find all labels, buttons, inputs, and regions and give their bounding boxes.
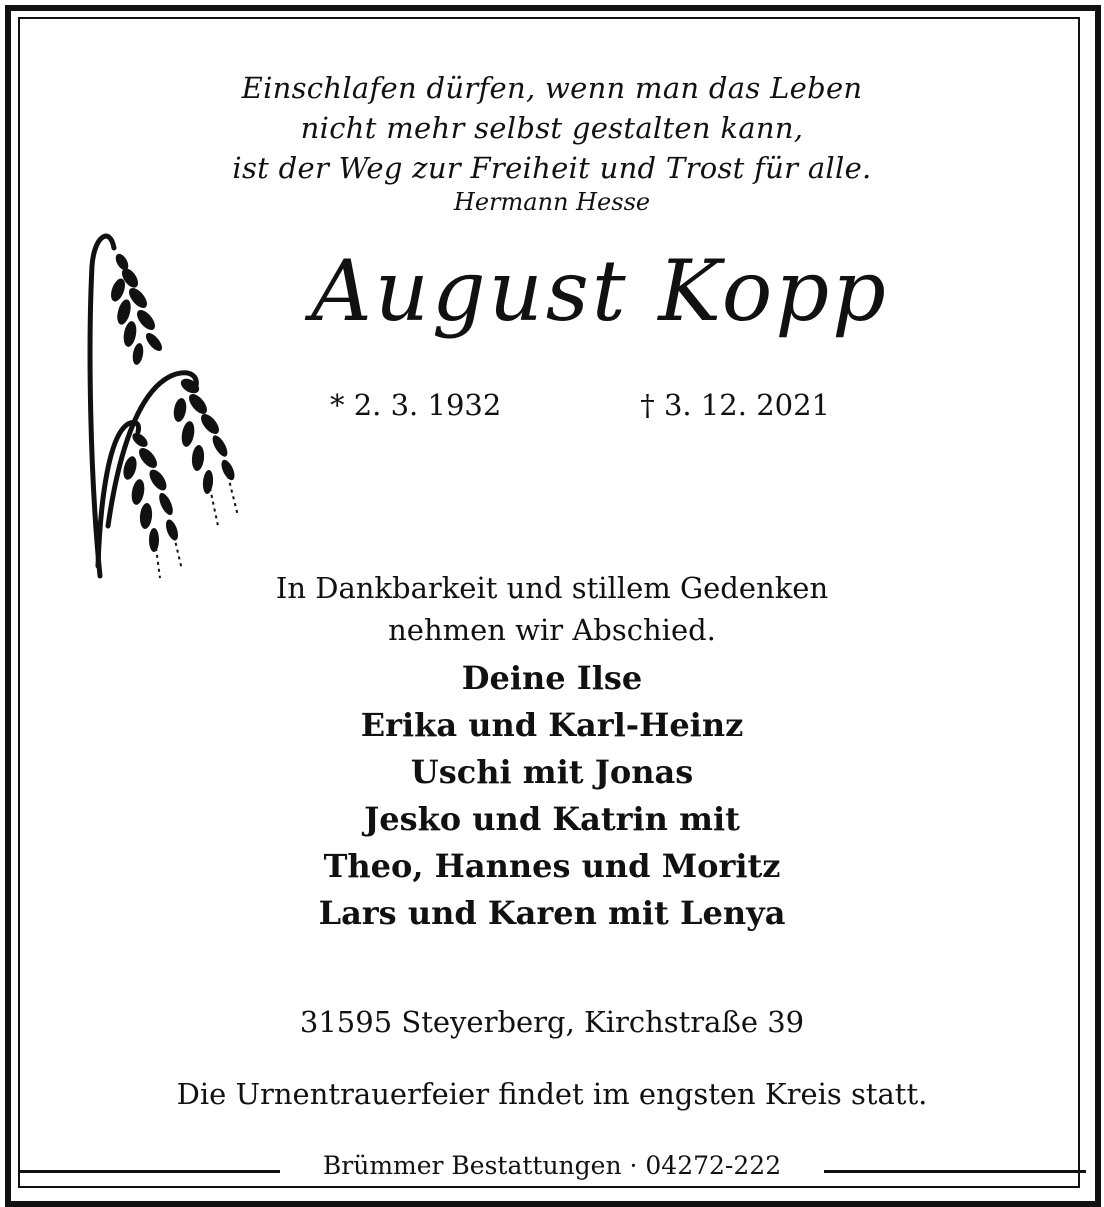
quote	[0, 68, 1104, 188]
thanks-line: nehmen wir Abschied.	[388, 613, 716, 647]
footer-rule-left	[20, 1170, 282, 1173]
life-dates	[330, 388, 830, 422]
quote-line: Einschlafen dürfen, wenn man das Leben	[241, 71, 863, 105]
family-member: Theo, Hannes und Moritz	[323, 847, 781, 885]
quote-author: Hermann Hesse	[453, 188, 651, 216]
birth-date: * 2. 3. 1932	[330, 388, 502, 422]
footer-rule-right	[822, 1170, 1086, 1173]
quote-line: nicht mehr selbst gestalten kann,	[300, 111, 804, 145]
family-list	[0, 655, 1104, 937]
family-member: Lars und Karen mit Lenya	[318, 894, 786, 932]
address: 31595 Steyerberg, Kirchstraße 39	[299, 1005, 805, 1039]
family-member: Deine Ilse	[461, 659, 643, 697]
family-member: Uschi mit Jonas	[410, 753, 694, 791]
quote-line: ist der Weg zur Freiheit und Trost für alle.	[232, 151, 872, 185]
funeral-home-footer: Brümmer Bestattungen · 04272-222	[280, 1151, 824, 1180]
deceased-name: August Kopp	[311, 242, 889, 340]
family-member: Erika und Karl-Heinz	[360, 706, 744, 744]
thanks-text	[0, 567, 1104, 651]
thanks-line: In Dankbarkeit und stillem Gedenken	[275, 571, 829, 605]
ceremony-note: Die Urnentrauerfeier findet im engsten Kreis statt.	[176, 1077, 928, 1111]
death-date: † 3. 12. 2021	[640, 388, 830, 422]
family-member: Jesko und Katrin mit	[364, 800, 740, 838]
